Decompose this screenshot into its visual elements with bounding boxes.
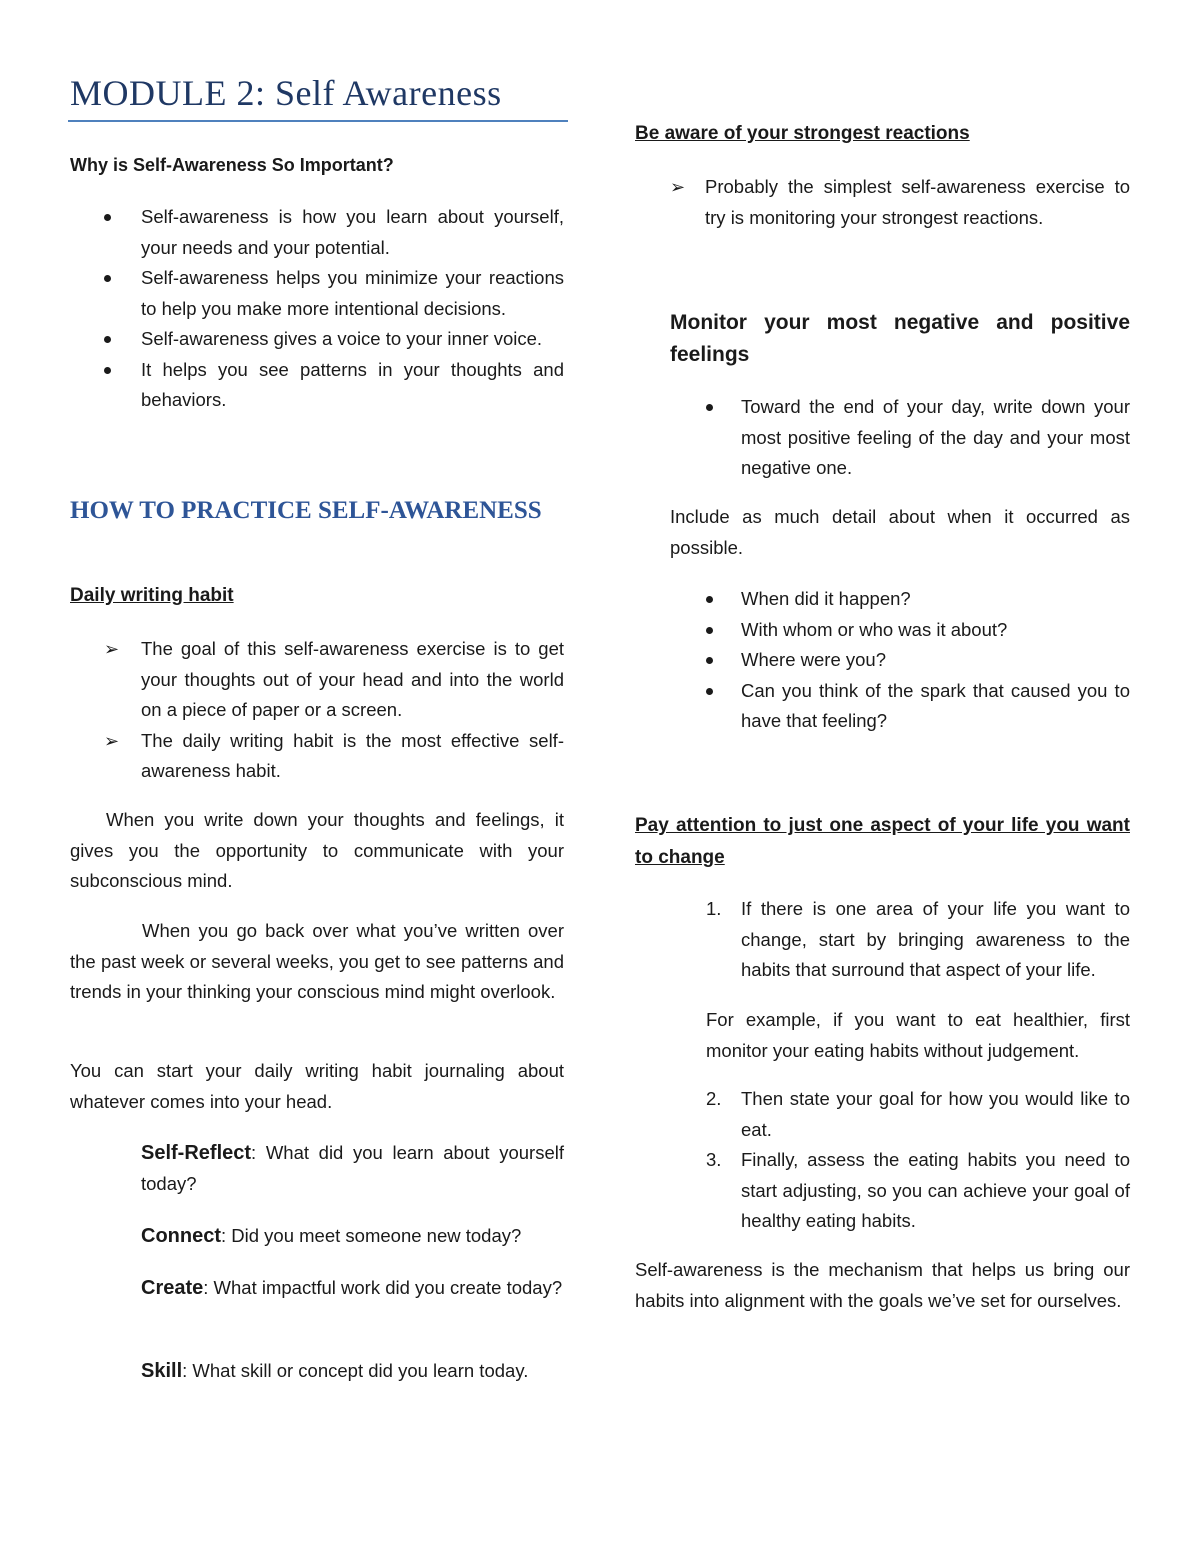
- list-item-text: Finally, assess the eating habits you need to start adjusting, so you can achieve your goal of healthy eating habits.: [741, 1149, 1130, 1231]
- bullet-icon: [104, 275, 111, 282]
- list-item: [706, 676, 1130, 737]
- reactions-heading: Be aware of your strongest reactions: [635, 123, 970, 144]
- bullet-icon: [104, 214, 111, 221]
- list-item-text: Can you think of the spark that caused you to have that feeling?: [741, 679, 1130, 731]
- step-number: 2.: [706, 1088, 722, 1109]
- list-item: [104, 726, 564, 787]
- bullet-icon: [706, 657, 713, 664]
- list-item: [104, 634, 564, 726]
- list-item-text: It helps you see patterns in your thoughts and behaviors.: [141, 358, 564, 410]
- questions-list: [706, 584, 1130, 737]
- list-item-text: When did it happen?: [741, 588, 911, 609]
- list-item: [706, 1145, 1130, 1237]
- list-item-text: If there is one area of your life you want to change, start by bringing awareness to the habits that surround that aspect of your life.: [741, 898, 1130, 980]
- list-item: [706, 1084, 1130, 1145]
- monitor-heading: Monitor your most negative and positive feelings: [670, 311, 1130, 366]
- prompt-connect: Connect: Did you meet someone new today?: [141, 1225, 522, 1247]
- bullet-icon: [706, 627, 713, 634]
- list-item: [706, 615, 1130, 646]
- list-item: [706, 645, 1130, 676]
- bullet-icon: [104, 336, 111, 343]
- list-item-text: The daily writing habit is the most effective self-awareness habit.: [141, 729, 564, 781]
- list-item-text: With whom or who was it about?: [741, 618, 1008, 640]
- steps-list-1: [706, 894, 1130, 986]
- para-start: You can start your daily writing habit journaling about whatever comes into your head.: [70, 1060, 564, 1112]
- para-example: For example, if you want to eat healthier, first monitor your eating habits without judgement.: [706, 1009, 1130, 1061]
- prompt-self-reflect: Self-Reflect: What did you learn about yourself today?: [141, 1142, 564, 1194]
- list-item: [104, 324, 564, 355]
- bullet-icon: [104, 367, 111, 374]
- steps-list-2: [706, 1084, 1130, 1237]
- list-item-text: Self-awareness is how you learn about yourself, your needs and your potential.: [141, 206, 564, 258]
- list-item: [706, 584, 1130, 615]
- list-item-text: Then state your goal for how you would like to eat.: [741, 1088, 1130, 1140]
- reactions-list: [670, 172, 1130, 233]
- why-list: [104, 202, 564, 416]
- list-item: [104, 202, 564, 263]
- list-item-text: The goal of this self-awareness exercise is to get your thoughts out of your head and into the world on a piece of paper or a screen.: [141, 638, 564, 720]
- page-title: MODULE 2: Self Awareness: [70, 73, 502, 113]
- list-item: [706, 894, 1130, 986]
- monitor-list: [706, 392, 1130, 484]
- bullet-icon: [706, 404, 713, 411]
- para-closing: Self-awareness is the mechanism that helps us bring our habits into alignment with the goals we’ve set for ourselves.: [635, 1259, 1130, 1311]
- step-number: 3.: [706, 1149, 722, 1170]
- bullet-icon: [706, 596, 713, 603]
- list-item-text: Where were you?: [741, 649, 886, 670]
- arrow-bullet-icon: ➢: [670, 177, 686, 197]
- prompt-create: Create: What impactful work did you create today?: [141, 1277, 563, 1299]
- daily-list: [104, 634, 564, 787]
- aspect-heading: Pay attention to just one aspect of your life you want to change: [635, 815, 1130, 868]
- list-item: [706, 392, 1130, 484]
- list-item-text: Self-awareness gives a voice to your inner voice.: [141, 328, 543, 349]
- para-include: Include as much detail about when it occurred as possible.: [670, 506, 1130, 558]
- bullet-icon: [706, 688, 713, 695]
- daily-heading: Daily writing habit: [70, 585, 234, 606]
- para-write-down: When you write down your thoughts and feelings, it gives you the opportunity to communicate with your subconscious mind.: [70, 809, 564, 891]
- list-item: [104, 263, 564, 324]
- why-heading: Why is Self-Awareness So Important?: [70, 155, 394, 175]
- list-item-text: Probably the simplest self-awareness exercise to try is monitoring your strongest reactions.: [705, 176, 1130, 228]
- prompt-skill: Skill: What skill or concept did you learn today.: [141, 1360, 529, 1382]
- how-heading: HOW TO PRACTICE SELF-AWARENESS: [70, 497, 542, 524]
- list-item: [670, 172, 1130, 233]
- para-go-back: When you go back over what you’ve written over the past week or several weeks, you get to see patterns and trends in your thinking your conscious mind might overlook.: [70, 920, 564, 1002]
- arrow-bullet-icon: ➢: [104, 639, 120, 659]
- step-number: 1.: [706, 898, 722, 919]
- list-item-text: Self-awareness helps you minimize your reactions to help you make more intentional decisions.: [141, 267, 564, 319]
- list-item-text: Toward the end of your day, write down your most positive feeling of the day and your most negative one.: [741, 396, 1130, 478]
- list-item: [104, 355, 564, 416]
- title-underline: [68, 120, 568, 122]
- arrow-bullet-icon: ➢: [104, 730, 120, 751]
